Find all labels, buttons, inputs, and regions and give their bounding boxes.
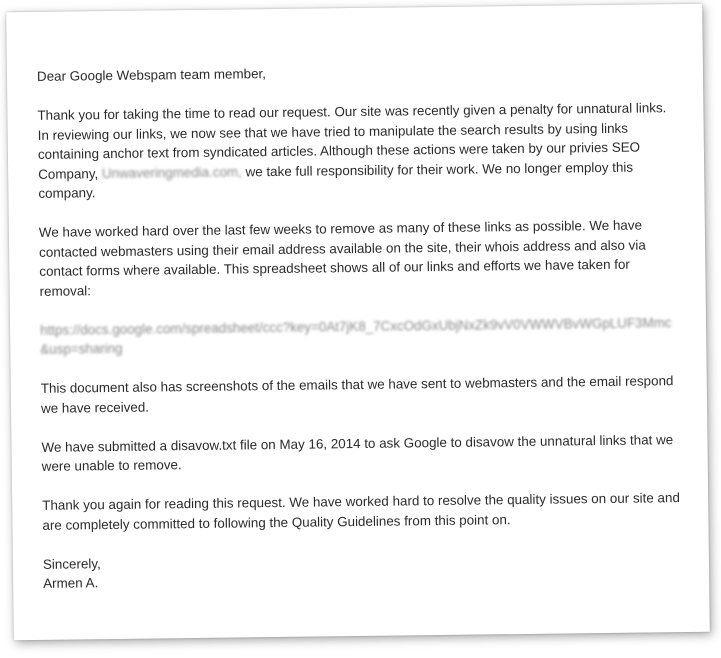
paragraph-removal-efforts: We have worked hard over the last few weeks to remove as many of these links as possible. We have contacted webmasters using their email address available on the site, their whois address and also via contact forms where available. This spreadsheet shows all of our links and efforts we have taken for removal: (38, 217, 646, 299)
blurred-spreadsheet-link: https://docs.google.com/spreadsheet/ccc?key=0At7jK8_7CxcOdGxUbjNxZk9vV0VWWVBvWGpLUF3Mmc&usp=sharing (39, 314, 672, 357)
signature: Armen A. (43, 575, 99, 591)
letter-body (37, 59, 683, 593)
paragraph-screenshots: This document also has screenshots of the emails that we have sent to webmasters and the email respond we have received. (40, 373, 674, 416)
paragraph-penalty-text-b: we take full responsibility for their work. We no longer employ this company. (38, 159, 634, 201)
letter-page (6, 4, 710, 640)
blurred-company-name: Unwaveringmedia.com, (101, 163, 242, 181)
salutation: Dear Google Webspam team member, (36, 66, 267, 84)
paragraph-penalty-text-a: Thank you for taking the time to read our request. Our site was recently given a penalty for unnatural links. In reviewing our links, we now see that we have tried to manipulate the search results by using links containing anchor text from syndicated articles. Although these actions were taken by our privies SEO Company, (37, 100, 667, 182)
paragraph-thanks: Thank you again for reading this request. We have worked hard to resolve the quality issues on our site and are completely committed to following the Quality Guidelines from this point on. (42, 490, 680, 533)
paragraph-penalty (37, 98, 678, 203)
paragraph-disavow: We have submitted a disavow.txt file on May 16, 2014 to ask Google to disavow the unnatural links that we were unable to remove. (41, 431, 674, 474)
closing-block (43, 547, 683, 594)
signoff: Sincerely, (42, 555, 101, 572)
